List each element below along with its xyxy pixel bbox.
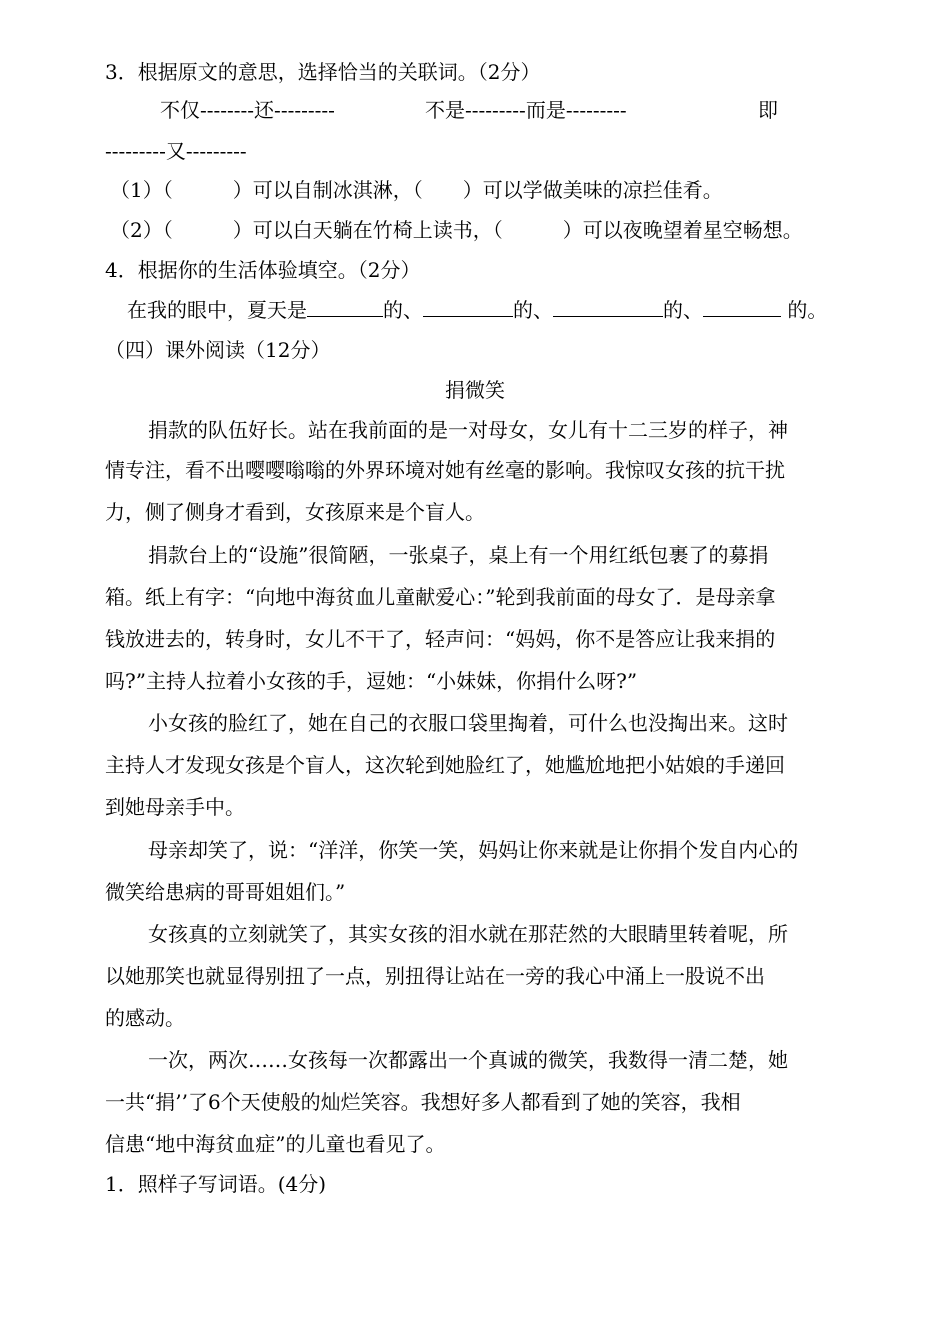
q3-item-2: （2）（ ）可以白天躺在竹椅上读书，（ ）可以夜晚望着星空畅想。 bbox=[110, 218, 803, 242]
passage-line: 以她那笑也就显得别扭了一点，别扭得让站在一旁的我心中涌上一股说不出 bbox=[105, 964, 765, 988]
passage-line: 主持人才发现女孩是个盲人，这次轮到她脸红了，她尴尬地把小姑娘的手递回 bbox=[105, 753, 785, 777]
section-heading: （四）课外阅读（12分） bbox=[105, 338, 331, 362]
passage-line: 吗?”主持人拉着小女孩的手，逗她：“小妹妹，你捐什么呀?” bbox=[105, 669, 638, 693]
q4-blank-1[interactable] bbox=[307, 298, 383, 317]
q3-option-2: 不是---------而是--------- bbox=[425, 98, 627, 122]
passage-title: 捐微笑 bbox=[445, 378, 505, 402]
q4-fill-line bbox=[127, 298, 827, 322]
q4-heading: 4．根据你的生活体验填空。（2分） bbox=[105, 258, 421, 282]
passage-line: 一共“捐’’了6个天使般的灿烂笑容。我想好多人都看到了她的笑容，我相 bbox=[105, 1090, 741, 1114]
passage-line: 捐款的队伍好长。站在我前面的是一对母女，女儿有十二三岁的样子，神 bbox=[148, 418, 788, 442]
q3-option-3-continued: ---------又--------- bbox=[105, 139, 247, 163]
passage-line: 情专注，看不出嘤嘤嗡嗡的外界环境对她有丝毫的影响。我惊叹女孩的抗干扰 bbox=[105, 458, 785, 482]
q3-item-1: （1）（ ）可以自制冰淇淋，（ ）可以学做美味的凉拦佳肴。 bbox=[110, 178, 723, 202]
passage-line: 小女孩的脸红了，她在自己的衣服口袋里掏着，可什么也没掏出来。这时 bbox=[148, 711, 788, 735]
q1-heading: 1．照样子写词语。(4分) bbox=[105, 1172, 327, 1196]
passage-line: 信患“地中海贫血症”的儿童也看见了。 bbox=[105, 1132, 446, 1156]
passage-line: 微笑给患病的哥哥姐姐们。” bbox=[105, 880, 346, 904]
passage-line: 箱。纸上有字：“向地中海贫血儿童献爱心：”轮到我前面的母女了．是母亲拿 bbox=[105, 585, 776, 609]
q4-blank-3[interactable] bbox=[553, 298, 663, 317]
q4-de-2: 的、 bbox=[513, 298, 553, 322]
passage-line: 钱放进去的，转身时，女儿不干了，轻声问：“妈妈，你不是答应让我来捐的 bbox=[105, 627, 776, 651]
passage-line: 母亲却笑了，说：“洋洋，你笑一笑，妈妈让你来就是让你捐个发自内心的 bbox=[148, 838, 799, 862]
q4-de-1: 的、 bbox=[383, 298, 423, 322]
passage-line: 捐款台上的“设施”很简陋，一张桌子，桌上有一个用红纸包裹了的募捐 bbox=[148, 543, 769, 567]
passage-line: 女孩真的立刻就笑了，其实女孩的泪水就在那茫然的大眼睛里转着呢，所 bbox=[148, 922, 788, 946]
q4-blank-2[interactable] bbox=[423, 298, 513, 317]
passage-line: 到她母亲手中。 bbox=[105, 795, 245, 819]
q4-prefix: 在我的眼中，夏天是 bbox=[127, 298, 307, 322]
q4-end: 的。 bbox=[787, 298, 828, 322]
q3-option-1: 不仅--------还--------- bbox=[160, 98, 335, 122]
passage-line: 力，侧了侧身才看到，女孩原来是个盲人。 bbox=[105, 500, 485, 524]
q4-de-3: 的、 bbox=[663, 298, 703, 322]
q3-heading: 3．根据原文的意思，选择恰当的关联词。（2分） bbox=[105, 60, 541, 84]
q4-blank-4[interactable] bbox=[703, 298, 781, 317]
passage-line: 的感动。 bbox=[105, 1006, 185, 1030]
q3-option-3: 即 bbox=[758, 98, 778, 122]
passage-line: 一次，两次……女孩每一次都露出一个真诚的微笑，我数得一清二楚，她 bbox=[148, 1048, 788, 1072]
